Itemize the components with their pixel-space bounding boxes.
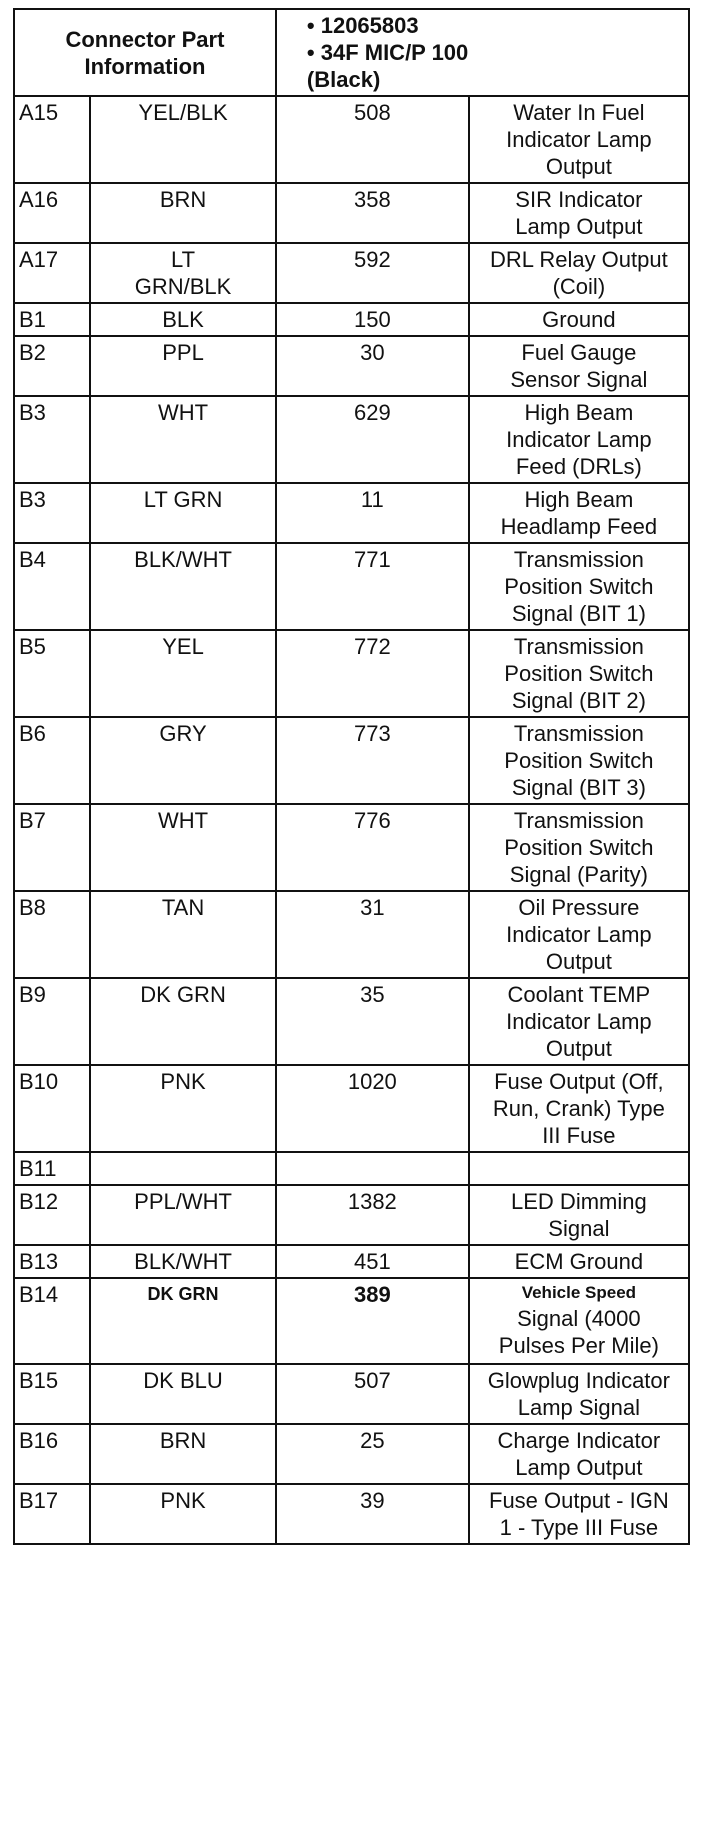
function-line: Pulses Per Mile) xyxy=(498,1333,659,1358)
pin-cell: B3 xyxy=(14,483,90,543)
wire-color-cell xyxy=(90,630,276,717)
pin-cell: B1 xyxy=(14,303,90,336)
table-row xyxy=(14,336,689,396)
function-line: Signal (4000 xyxy=(517,1306,641,1331)
wire-color-line: PPL/WHT xyxy=(134,1189,232,1214)
function-cell xyxy=(469,336,689,396)
wire-color-cell xyxy=(90,1185,276,1245)
wire-color-line: BRN xyxy=(159,187,207,212)
table-row xyxy=(14,630,689,717)
function-line: Output xyxy=(545,1036,612,1061)
wire-color-cell xyxy=(90,1152,276,1185)
function-line: LED Dimming xyxy=(511,1189,647,1214)
wire-color-cell xyxy=(90,243,276,303)
function-line: Output xyxy=(545,154,612,179)
table-row xyxy=(14,396,689,483)
wire-color-line: GRY xyxy=(159,721,207,746)
function-cell xyxy=(469,543,689,630)
circuit-number-cell: 507 xyxy=(276,1364,469,1424)
wire-color-cell xyxy=(90,891,276,978)
wire-color-cell xyxy=(90,1278,276,1364)
circuit-number-cell: 1382 xyxy=(276,1185,469,1245)
wire-color-line: DK GRN xyxy=(147,1284,219,1304)
circuit-number-cell: 11 xyxy=(276,483,469,543)
function-line: Fuse Output (Off, xyxy=(494,1069,664,1094)
function-line: Signal (Parity) xyxy=(509,862,648,887)
function-cell xyxy=(469,483,689,543)
table-row xyxy=(14,183,689,243)
connector-part-info-header xyxy=(14,9,276,96)
circuit-number-cell: 25 xyxy=(276,1424,469,1484)
function-line: Run, Crank) Type xyxy=(492,1096,665,1121)
function-line: Indicator Lamp xyxy=(506,427,652,452)
pin-cell: A17 xyxy=(14,243,90,303)
pin-cell: B11 xyxy=(14,1152,90,1185)
circuit-number-cell: 35 xyxy=(276,978,469,1065)
function-line: Fuse Output - IGN xyxy=(489,1488,669,1513)
function-line: Indicator Lamp xyxy=(506,127,652,152)
function-line: Position Switch xyxy=(504,835,654,860)
wire-color-line: GRN/BLK xyxy=(134,274,232,299)
table-row xyxy=(14,717,689,804)
function-line: ECM Ground xyxy=(514,1249,644,1274)
wire-color-line: PPL xyxy=(162,340,204,365)
wire-color-line: WHT xyxy=(158,808,209,833)
function-line: Charge Indicator xyxy=(497,1428,661,1453)
function-line: Position Switch xyxy=(504,661,654,686)
function-line: Glowplug Indicator xyxy=(487,1368,670,1393)
function-line: Transmission xyxy=(513,634,644,659)
wire-color-cell xyxy=(90,1424,276,1484)
wire-color-line: PNK xyxy=(160,1069,206,1094)
pin-cell: B13 xyxy=(14,1245,90,1278)
wire-color-line: DK BLU xyxy=(143,1368,223,1393)
wire-color-line: DK GRN xyxy=(140,982,226,1007)
function-cell xyxy=(469,1065,689,1152)
function-cell xyxy=(469,1185,689,1245)
function-line: Indicator Lamp xyxy=(506,1009,652,1034)
pin-cell: B5 xyxy=(14,630,90,717)
pin-cell: B4 xyxy=(14,543,90,630)
circuit-number-cell: 772 xyxy=(276,630,469,717)
circuit-number-cell xyxy=(276,1152,469,1185)
header-left-line2: Information xyxy=(84,53,206,79)
function-cell xyxy=(469,1364,689,1424)
table-header-row xyxy=(14,9,689,96)
wire-color-cell xyxy=(90,1065,276,1152)
connector-part-number-header xyxy=(276,9,689,96)
pin-cell: B16 xyxy=(14,1424,90,1484)
function-line: Signal (BIT 2) xyxy=(511,688,646,713)
wire-color-cell xyxy=(90,336,276,396)
table-row xyxy=(14,1065,689,1152)
function-line: (Coil) xyxy=(552,274,606,299)
function-line: Water In Fuel xyxy=(513,100,645,125)
header-right-line2: • 34F MIC/P 100 xyxy=(306,40,469,65)
function-line: Lamp Output xyxy=(515,1455,643,1480)
function-cell xyxy=(469,1484,689,1544)
wire-color-line: LT GRN xyxy=(143,487,223,512)
function-line: Ground xyxy=(542,307,616,332)
header-right-line1: • 12065803 xyxy=(306,13,419,38)
function-line: Headlamp Feed xyxy=(500,514,658,539)
pin-cell: B3 xyxy=(14,396,90,483)
header-right-line3: (Black) xyxy=(306,67,381,92)
function-cell xyxy=(469,717,689,804)
circuit-number-cell: 776 xyxy=(276,804,469,891)
wire-color-cell xyxy=(90,396,276,483)
function-line: Indicator Lamp xyxy=(506,922,652,947)
wire-color-cell xyxy=(90,96,276,183)
function-cell xyxy=(469,396,689,483)
circuit-number-cell: 358 xyxy=(276,183,469,243)
wire-color-cell xyxy=(90,483,276,543)
function-line: Lamp Output xyxy=(515,214,643,239)
function-cell xyxy=(469,1424,689,1484)
circuit-number-cell: 389 xyxy=(276,1278,469,1364)
function-cell xyxy=(469,630,689,717)
function-line: High Beam xyxy=(524,400,634,425)
function-cell xyxy=(469,978,689,1065)
function-line: Vehicle Speed xyxy=(521,1283,637,1302)
wire-color-cell xyxy=(90,804,276,891)
pin-cell: B15 xyxy=(14,1364,90,1424)
function-cell xyxy=(469,1245,689,1278)
table-row xyxy=(14,1152,689,1185)
circuit-number-cell: 773 xyxy=(276,717,469,804)
function-line: Transmission xyxy=(513,721,644,746)
pin-cell: A16 xyxy=(14,183,90,243)
table-row xyxy=(14,1364,689,1424)
wire-color-cell xyxy=(90,1484,276,1544)
circuit-number-cell: 30 xyxy=(276,336,469,396)
circuit-number-cell: 150 xyxy=(276,303,469,336)
circuit-number-cell: 1020 xyxy=(276,1065,469,1152)
function-cell xyxy=(469,183,689,243)
function-cell xyxy=(469,804,689,891)
table-row xyxy=(14,96,689,183)
pin-cell: B10 xyxy=(14,1065,90,1152)
pin-cell: B14 xyxy=(14,1278,90,1364)
function-line: Position Switch xyxy=(504,574,654,599)
function-line: Feed (DRLs) xyxy=(515,454,642,479)
wire-color-line: BLK/WHT xyxy=(134,547,232,572)
function-line: 1 - Type III Fuse xyxy=(499,1515,659,1540)
function-line: High Beam xyxy=(524,487,634,512)
pin-cell: B2 xyxy=(14,336,90,396)
function-line: Signal (BIT 1) xyxy=(511,601,646,626)
wire-color-line: BRN xyxy=(159,1428,207,1453)
function-line: Oil Pressure xyxy=(518,895,640,920)
wire-color-cell xyxy=(90,303,276,336)
function-line: Fuel Gauge xyxy=(521,340,637,365)
wire-color-cell xyxy=(90,183,276,243)
table-row xyxy=(14,1424,689,1484)
circuit-number-cell: 508 xyxy=(276,96,469,183)
function-line: Transmission xyxy=(513,808,644,833)
pin-cell: B7 xyxy=(14,804,90,891)
wire-color-line: YEL/BLK xyxy=(138,100,228,125)
wire-color-cell xyxy=(90,978,276,1065)
table-row xyxy=(14,1278,689,1364)
table-row xyxy=(14,1185,689,1245)
pin-cell: B17 xyxy=(14,1484,90,1544)
function-line: Transmission xyxy=(513,547,644,572)
function-line: Signal xyxy=(548,1216,610,1241)
table-body xyxy=(14,9,689,1544)
function-cell xyxy=(469,1152,689,1185)
table-row xyxy=(14,891,689,978)
function-line: Signal (BIT 3) xyxy=(511,775,646,800)
pin-cell: B6 xyxy=(14,717,90,804)
pin-cell: B9 xyxy=(14,978,90,1065)
table-row xyxy=(14,1484,689,1544)
function-line: Lamp Signal xyxy=(517,1395,641,1420)
function-line: SIR Indicator xyxy=(515,187,643,212)
pin-cell: B8 xyxy=(14,891,90,978)
circuit-number-cell: 31 xyxy=(276,891,469,978)
function-line: Position Switch xyxy=(504,748,654,773)
pin-cell: B12 xyxy=(14,1185,90,1245)
function-cell xyxy=(469,891,689,978)
wire-color-line: WHT xyxy=(158,400,209,425)
wire-color-cell xyxy=(90,1245,276,1278)
wire-color-cell xyxy=(90,717,276,804)
function-line: III Fuse xyxy=(542,1123,616,1148)
table-row xyxy=(14,303,689,336)
wire-color-line: LT xyxy=(171,247,196,272)
function-cell xyxy=(469,243,689,303)
function-line: Coolant TEMP xyxy=(507,982,651,1007)
table-row xyxy=(14,243,689,303)
wire-color-line: TAN xyxy=(161,895,205,920)
function-cell xyxy=(469,96,689,183)
table-row xyxy=(14,804,689,891)
pin-cell: A15 xyxy=(14,96,90,183)
circuit-number-cell: 592 xyxy=(276,243,469,303)
circuit-number-cell: 771 xyxy=(276,543,469,630)
circuit-number-cell: 629 xyxy=(276,396,469,483)
table-row xyxy=(14,483,689,543)
wire-color-cell xyxy=(90,543,276,630)
function-line: Sensor Signal xyxy=(510,367,648,392)
function-cell xyxy=(469,1278,689,1364)
header-left-line1: Connector Part xyxy=(65,26,225,52)
wire-color-line: YEL xyxy=(162,634,204,659)
function-cell xyxy=(469,303,689,336)
table-row xyxy=(14,543,689,630)
function-line: Output xyxy=(545,949,612,974)
connector-pinout-table xyxy=(13,8,690,1545)
wire-color-line: PNK xyxy=(160,1488,206,1513)
table-row xyxy=(14,978,689,1065)
circuit-number-cell: 451 xyxy=(276,1245,469,1278)
circuit-number-cell: 39 xyxy=(276,1484,469,1544)
wire-color-cell xyxy=(90,1364,276,1424)
table-row xyxy=(14,1245,689,1278)
function-line: DRL Relay Output xyxy=(490,247,668,272)
wire-color-line: BLK xyxy=(162,307,204,332)
wire-color-line: BLK/WHT xyxy=(134,1249,232,1274)
